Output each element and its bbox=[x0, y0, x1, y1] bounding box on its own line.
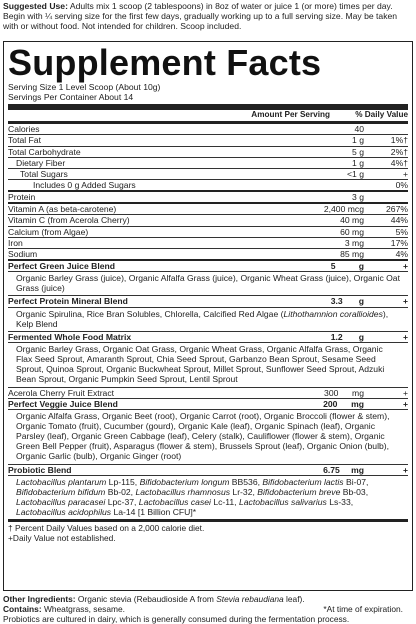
strain-name: Lactobacillus paracasei bbox=[16, 496, 106, 507]
contains-text: Wheatgrass, sesame. bbox=[41, 604, 125, 615]
nutrient-dv: 4% bbox=[395, 248, 408, 259]
strain-id: Lr-32, bbox=[230, 486, 258, 497]
blend-unit: mg bbox=[352, 387, 364, 398]
nutrient-name: Protein bbox=[8, 192, 36, 203]
nutrient-name: Includes 0 g Added Sugars bbox=[33, 180, 136, 191]
probiotics-note: Probiotics are cultured in dairy, which is generally consumed during the fermentation process. bbox=[3, 614, 350, 624]
blend-row bbox=[8, 398, 408, 409]
strain-id: Lc-11, bbox=[210, 496, 239, 507]
nutrient-name: Vitamin C (from Acerola Cherry) bbox=[8, 215, 130, 226]
amount-header: Amount Per Serving bbox=[251, 110, 330, 120]
other-ingredients-text-end: leaf). bbox=[283, 594, 305, 604]
strain-id: Lp-115, bbox=[106, 476, 140, 487]
blend-amount: 5 bbox=[330, 261, 336, 272]
strain-id: La-14 [1 Billion CFU]* bbox=[111, 507, 197, 518]
blend-name: Perfect Veggie Juice Blend bbox=[8, 398, 118, 409]
blend-name: Probiotic Blend bbox=[8, 464, 72, 475]
blend-row bbox=[8, 331, 408, 342]
strain-name: Lactobacillus plantarum bbox=[16, 476, 107, 487]
nutrient-row bbox=[8, 214, 408, 225]
nutrient-dv: 17% bbox=[390, 237, 408, 248]
strain-name: Bifidobacterium breve bbox=[257, 486, 341, 497]
dv-not-established-footnote: +Daily Value not established. bbox=[8, 533, 116, 544]
blend-unit: g bbox=[358, 296, 364, 307]
strain-id: Lpc-37, bbox=[105, 496, 139, 507]
strain-name: Lactobacillus rhamnosus bbox=[135, 486, 231, 497]
ingredient-text: ), Kelp Blend bbox=[16, 308, 389, 329]
blend-dv: + bbox=[402, 398, 408, 409]
blend-dv: + bbox=[402, 331, 408, 342]
blend-dv: + bbox=[402, 261, 408, 272]
other-ingredients-species: Stevia rebaudiana bbox=[216, 594, 284, 604]
panel-title: Supplement Facts bbox=[8, 42, 322, 83]
nutrient-dv: 2%† bbox=[390, 146, 408, 157]
blend-ingredients bbox=[8, 475, 408, 520]
blend-name: Acerola Cherry Fruit Extract bbox=[8, 387, 115, 398]
nutrient-dv: 5% bbox=[395, 226, 408, 237]
other-ingredients-text: Organic stevia (Rebaudioside A from bbox=[75, 594, 217, 604]
blend-amount: 3.3 bbox=[330, 296, 343, 307]
strain-name: Lactobacillus casei bbox=[138, 496, 211, 507]
nutrient-amount: 3 mg bbox=[344, 237, 364, 248]
strain-name: Bifidobacterium bifidum bbox=[16, 486, 106, 497]
other-ingredients bbox=[3, 594, 413, 624]
blend-row bbox=[8, 464, 408, 475]
strain-id: Bi-07, bbox=[343, 476, 369, 487]
strain-id: Bb-03, bbox=[340, 486, 369, 497]
suggested-use bbox=[0, 0, 416, 40]
blend-row bbox=[8, 259, 408, 271]
nutrient-row bbox=[8, 157, 408, 168]
nutrient-row bbox=[8, 146, 408, 157]
nutrient-amount: <1 g bbox=[347, 168, 364, 179]
nutrient-dv: 44% bbox=[390, 215, 408, 226]
blend-ingredients bbox=[8, 307, 408, 331]
nutrient-amount: 3 g bbox=[352, 192, 364, 203]
serving-size: Serving Size 1 Level Scoop (About 10g) bbox=[8, 82, 161, 92]
nutrient-dv: 1%† bbox=[390, 135, 408, 146]
blend-name: Perfect Protein Mineral Blend bbox=[8, 296, 128, 307]
nutrient-name: Iron bbox=[8, 237, 23, 248]
blend-row bbox=[8, 387, 408, 398]
nutrient-name: Dietary Fiber bbox=[16, 157, 66, 168]
suggested-use-text: Adults mix 1 scoop (2 tablespoons) in 8oz of water or juice 1 (or more) times per day. Begin with ¼ serving size for the first few days, gradually working up to a full serving size. May be taken with or without food. Not intended for children. Scoop included. bbox=[3, 1, 398, 32]
nutrient-name: Total Sugars bbox=[20, 168, 68, 179]
blend-dv: + bbox=[402, 296, 408, 307]
nutrient-dv: 4%† bbox=[390, 157, 408, 168]
strain-name: Bifidobacterium longum bbox=[139, 476, 230, 487]
nutrient-row bbox=[8, 124, 408, 135]
strain-id: Ls-33, bbox=[326, 496, 354, 507]
nutrient-name: Calcium (from Algae) bbox=[8, 226, 89, 237]
nutrient-amount: 40 bbox=[354, 123, 364, 134]
blend-ingredients: Organic Alfalfa Grass, Organic Beet (root), Organic Carrot (root), Organic Broccoli (flower & stem), Organic Tomato (fruit), Cucumber (gourd), Organic Kale (leaf), Organic Spinach (leaf), Organic Parsley (leaf), Organic Green Cabbage (leaf), Celery (stalk), Cauliflower (flower & stem), Organic Green Bell Pepper (fruit), Asparagus (flower & stem), Brussels Sprout (leaf), Organic Onion (bulb), Organic Garlic (bulb), Organic Ginger (root) bbox=[8, 409, 408, 464]
supplement-facts-panel bbox=[3, 41, 413, 591]
blend-ingredients: Organic Barley Grass, Organic Oat Grass, Organic Wheat Grass, Organic Alfalfa Grass, Organic Flax Seed Sprout, Amaranth Sprout, Chia Seed Sprout, Garbanzo Bean Sprout, Sesame Seed Sprout, Quinoa Sprout, Organic Buckwheat Sprout, Millet Sprout, Sunflower Seed Sprout, Adzuki Bean Sprout, Organic Pumpkin Seed Sprout, Lentil Sprout bbox=[8, 342, 408, 387]
blend-row bbox=[8, 295, 408, 306]
servings-per-container: Servings Per Container About 14 bbox=[8, 92, 134, 103]
column-header bbox=[8, 110, 408, 121]
strain-name: Bifidobacterium lactis bbox=[262, 476, 344, 487]
nutrient-dv: 267% bbox=[386, 204, 408, 215]
blend-unit: g bbox=[358, 261, 364, 272]
dv-header: % Daily Value bbox=[355, 110, 408, 120]
suggested-use-label: Suggested Use: bbox=[3, 1, 68, 11]
nutrient-row bbox=[8, 226, 408, 237]
nutrient-row bbox=[8, 168, 408, 179]
nutrient-dv: + bbox=[402, 168, 408, 179]
blend-name: Fermented Whole Food Matrix bbox=[8, 331, 132, 342]
contains-label: Contains: bbox=[3, 604, 42, 615]
blend-ingredients: Organic Barley Grass (juice), Organic Alfalfa Grass (juice), Organic Wheat Grass (juice), Organic Oat Grass (juice) bbox=[8, 271, 408, 295]
blend-unit: mg bbox=[351, 464, 364, 475]
blend-dv: + bbox=[402, 464, 408, 475]
nutrient-amount: 60 mg bbox=[340, 226, 364, 237]
blend-amount: 200 bbox=[323, 398, 338, 409]
nutrient-row bbox=[8, 179, 408, 190]
nutrient-row bbox=[8, 202, 408, 214]
nutrient-name: Calories bbox=[8, 123, 40, 134]
blend-unit: mg bbox=[351, 398, 364, 409]
nutrient-row bbox=[8, 134, 408, 145]
nutrient-amount: 1 g bbox=[352, 157, 364, 168]
nutrient-name: Vitamin A (as beta-carotene) bbox=[8, 204, 117, 215]
blend-amount: 1.2 bbox=[330, 331, 343, 342]
ingredient-text: Organic Spirulina, Rice Bran Solubles, Chlorella, Calcified Red Algae ( bbox=[16, 308, 284, 319]
nutrient-name: Total Fat bbox=[8, 135, 41, 146]
nutrient-row bbox=[8, 190, 408, 202]
nutrient-amount: 1 g bbox=[352, 135, 364, 146]
blend-amount: 6.75 bbox=[323, 464, 340, 475]
nutrient-row bbox=[8, 248, 408, 259]
expiration-note: *At time of expiration. bbox=[323, 604, 403, 615]
nutrient-row bbox=[8, 237, 408, 248]
nutrient-amount: 5 g bbox=[352, 146, 364, 157]
strain-id: BB536, bbox=[229, 476, 263, 487]
strain-name: Lactobacillus acidophilus bbox=[16, 507, 112, 518]
nutrient-amount: 85 mg bbox=[340, 248, 364, 259]
blend-amount: 300 bbox=[324, 387, 339, 398]
blend-dv: + bbox=[402, 387, 408, 398]
ingredient-species: Lithothamnion corallioides bbox=[283, 308, 383, 319]
dv-footnote: † Percent Daily Values based on a 2,000 calorie diet. bbox=[8, 523, 205, 534]
blend-name: Perfect Green Juice Blend bbox=[8, 261, 115, 272]
strain-name: Lactobacillus salivarius bbox=[238, 496, 327, 507]
blend-unit: g bbox=[358, 331, 364, 342]
nutrient-amount: 40 mg bbox=[340, 215, 364, 226]
nutrient-name: Sodium bbox=[8, 248, 38, 259]
strain-id: Bb-02, bbox=[105, 486, 136, 497]
nutrient-dv: 0% bbox=[395, 180, 408, 191]
nutrient-amount: 2,400 mcg bbox=[323, 204, 364, 215]
other-ingredients-label: Other Ingredients: bbox=[3, 594, 76, 604]
footnotes bbox=[8, 519, 408, 544]
nutrient-name: Total Carbohydrate bbox=[8, 146, 81, 157]
